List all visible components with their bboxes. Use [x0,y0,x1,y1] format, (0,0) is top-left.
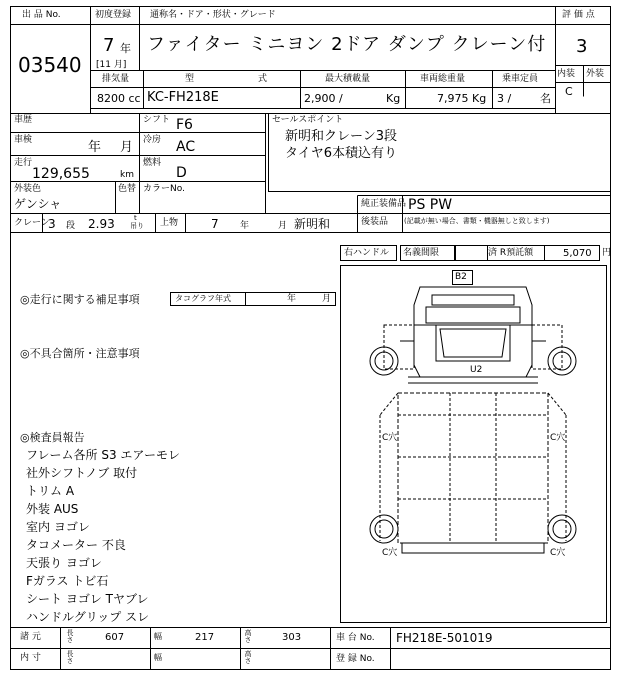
width-label: 幅 [154,632,162,641]
report-line: タコメーター 不良 [26,538,126,552]
mileage-label: 走行 [14,158,33,168]
registration-year-unit: 年 [120,42,131,55]
crane-tonnage: 2.93 [88,217,115,231]
upper-body-month-unit: 月 [278,221,288,231]
capacity-unit: 名 [540,92,551,105]
crane-label: クレーン [14,218,50,228]
ac-value: AC [176,139,196,155]
exterior-color-label: 外装色 [14,184,42,194]
genuine-equipment: PS PW [408,197,453,213]
crane-stage-unit: 段 [66,221,76,231]
height-label: 高さ [244,629,252,643]
interior-dimensions-label: 内 寸 [20,653,41,663]
capacity-value: 3 / [497,92,512,105]
vehicle-name: ファイター ミニヨン 2ドア ダンプ クレーン付 [147,34,547,55]
dimensions-label: 諸 元 [20,632,41,642]
supplement-title: ◎走行に関する補足事項 [20,293,140,306]
diagram-mark-b2: B2 [455,272,467,282]
report-line: シート ヨゴレ Tヤブレ [26,592,149,606]
length-value: 607 [105,632,125,643]
exterior-color: ゲンシャ [14,197,62,211]
fuel-value: D [176,165,187,181]
inspection-label: 車検 [14,135,33,145]
vehicle-name-header: 通称名・ドア・形状・グレード [150,10,276,20]
inspection-month-unit: 月 [120,140,134,155]
report-line: 外装 AUS [26,502,79,516]
diagram-mark-c-left-2: C穴 [382,548,398,558]
max-load-value: 2,900 / [304,92,343,105]
chassis-number: FH218E-501019 [396,631,493,645]
upper-body-year: 7 [211,217,219,231]
mileage-unit: km [120,170,134,180]
tachograph-label: タコグラフ年式 [175,294,231,303]
sales-point-label: セールスポイント [272,115,344,125]
gross-weight-label: 車両総重量 [420,74,466,84]
defect-title: ◎不具合箇所・注意事項 [20,347,140,360]
report-line: トリム A [26,484,75,498]
score-label: 評 価 点 [562,10,595,20]
length-label: 長さ [66,629,74,643]
displacement-label: 排気量 [102,74,130,84]
interior-width-label: 幅 [154,653,162,662]
interior-length-label: 長さ [66,650,74,664]
report-line: Fガラス トビ石 [26,574,109,588]
sales-point-line-1: 新明和クレーン3段 [285,129,398,144]
exterior-grade-label: 外装 [586,69,605,79]
history-label: 車歴 [14,115,33,125]
upper-body-label: 上物 [160,218,179,228]
aftermarket-label: 後装品 [361,217,389,227]
inspector-report-title: ◎検査員報告 [20,431,85,444]
lot-number: 03540 [18,53,82,77]
interior-grade: C [565,85,573,98]
shift-value: F6 [176,117,193,133]
displacement-value: 8200 cc [97,92,141,105]
gross-weight-value: 7,975 Kg [437,92,487,105]
registration-number-label: 登 録 No. [336,654,375,664]
crane-tonnage-t: t [134,214,137,222]
model-label-b: 式 [258,74,268,84]
upper-body-year-unit: 年 [240,221,250,231]
shift-label: シフト [143,115,171,125]
interior-height-label: 高さ [244,650,252,664]
tachograph-year-unit: 年 [287,294,297,304]
model-value: KC-FH218E [147,90,219,105]
report-line: フレーム各所 S3 エアーモレ [26,448,181,462]
report-line: 室内 ヨゴレ [26,520,90,534]
color-number-label: カラーNo. [143,184,185,194]
inspection-year-unit: 年 [88,140,102,155]
recycle-label: 済 R預託額 [488,248,534,258]
capacity-label: 乗車定員 [502,74,539,84]
aftermarket-note: (記載が無い場合、書類・機器無しと致します) [404,217,550,225]
color-change-label: 色替 [118,184,137,194]
ac-label: 冷房 [143,135,162,145]
registration-year: 7 [103,35,115,56]
diagram-mark-c-left-1: C穴 [382,433,398,443]
fuel-label: 燃料 [143,158,162,168]
interior-grade-label: 内装 [557,69,576,79]
diagram-mark-u2: U2 [470,365,483,375]
tachograph-month-unit: 月 [322,294,332,304]
crane-stage: 3 [48,217,56,231]
score-value: 3 [576,36,588,57]
report-line: 天張り ヨゴレ [26,556,102,570]
lot-number-label: 出 品 No. [22,10,61,20]
chassis-label: 車 台 No. [336,633,375,643]
sales-point-line-2: タイヤ6本積込有り [285,146,398,161]
transfer-label: 名義間限 [403,248,440,258]
registration-month: [11 月] [96,60,127,70]
truck-damage-diagram [340,265,606,622]
max-load-label: 最大積載量 [325,74,371,84]
rhd-label: 右ハンドル [344,248,390,258]
recycle-unit: 円 [602,248,612,258]
first-registration-label: 初度登録 [95,10,132,20]
report-line: 社外シフトノブ 取付 [26,466,138,480]
genuine-equipment-label: 純正装備品 [361,199,407,209]
recycle-amount: 5,070 [563,248,592,259]
mileage-value: 129,655 [32,166,90,182]
diagram-mark-c-right-1: C穴 [550,433,566,443]
width-value: 217 [195,632,215,643]
max-load-unit: Kg [386,92,401,105]
height-value: 303 [282,632,302,643]
model-label-a: 型 [185,74,195,84]
upper-body-maker: 新明和 [294,217,331,231]
diagram-mark-c-right-2: C穴 [550,548,566,558]
report-line: ハンドルグリップ スレ [26,610,150,624]
crane-tonnage-unit: 吊り [130,222,144,230]
